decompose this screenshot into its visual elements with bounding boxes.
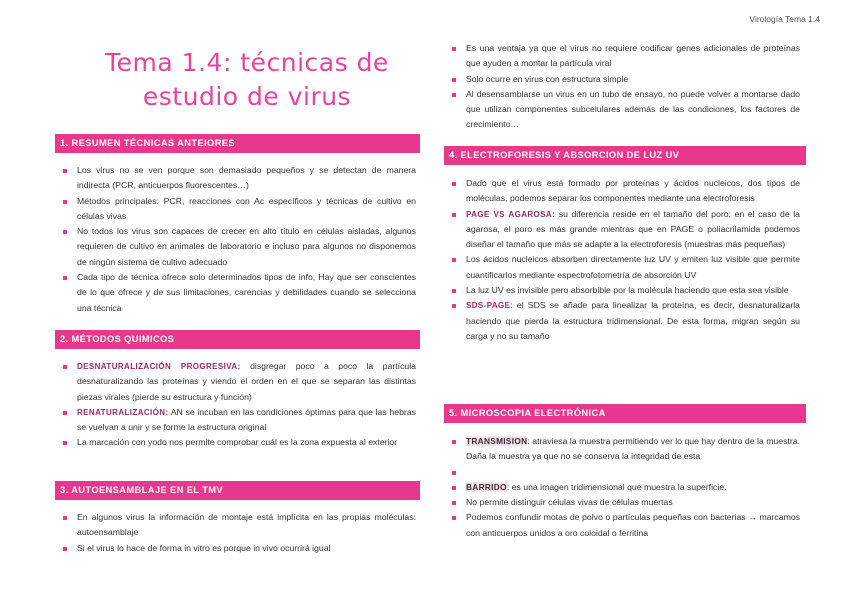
list-item: Es una ventaja ya que el virus no requiere codificar genes adicionales de proteínas que ayuden a montar la partícula viral bbox=[450, 41, 800, 72]
section-3-continued-list bbox=[450, 41, 800, 133]
section-5-list bbox=[450, 434, 800, 541]
list-item: Cada tipo de técnica ofrece solo determinados tipos de info, Hay que ser conscientes de lo que ofrece y de sus limitaciones, carencias y debilidades cuando se selecciona una técnica bbox=[61, 270, 416, 316]
item-text: AN se incuban en las condiciones óptimas para que las hebras se vuelvan a unir y se forme la estructura original bbox=[77, 406, 416, 433]
list-item: No todos los virus son capaces de crecer en alto título en células aisladas, algunos requieren de cultivo en animales de laboratorio e incluso para algunos no disponemos de ningún sistema de cultivo adecuado bbox=[61, 224, 416, 270]
keyword: DESNATURALIZACIÓN PROGRESIVA: bbox=[77, 362, 241, 371]
keyword: RENATURALIZACIÓN: bbox=[77, 407, 169, 417]
section-3-heading: 3. AUTOENSAMBLAJE EN EL TMV bbox=[55, 481, 420, 500]
item-text: : el SDS se añade para linealizar la proteína, es decir, desnaturalizarla haciendo que pierda la estructura tridimensional. De esta forma, migran según su carga y no su tamaño bbox=[466, 300, 800, 341]
section-1-list bbox=[61, 163, 416, 316]
list-item bbox=[61, 359, 416, 405]
list-item bbox=[61, 405, 416, 436]
item-text: disgregar poco a poco la partícula desnaturalizando las proteínas y viendo el orden en el que se separan las distintas piezas virales (pierde su estructura y función) bbox=[77, 361, 417, 402]
list-item: Si el virus lo hace de forma in vitro es porque in vivo ocurrirá igual bbox=[61, 541, 416, 556]
section-2-heading: 2. MÉTODOS QUIMICOS bbox=[55, 330, 420, 349]
keyword: PAGE VS AGAROSA: bbox=[466, 209, 556, 219]
list-item: Podemos confundir motas de polvo o partículas pequeñas con bacterias → marcamos con anticuerpos unidos a oro coloidal o ferritina bbox=[450, 510, 800, 541]
section-3-list bbox=[61, 510, 416, 556]
section-4-list bbox=[450, 176, 800, 344]
list-item bbox=[450, 480, 800, 495]
item-text: su diferencia reside en el tamaño del poro: en el caso de la agarosa, el poro es más grande mientras que en PAGE o poliacrilamida podemos diseñar el tamaño que más se adapte a la electroforesis (muestras más pequeñas) bbox=[466, 208, 800, 250]
list-item: En algunos virus la información de montaje está implícita en las propias moléculas: autoensamblaje bbox=[61, 510, 416, 541]
section-4-heading: 4. ELECTROFORESIS Y ABSORCION DE LUZ UV bbox=[444, 146, 806, 165]
list-item: Los virus no se ven porque son demasiado pequeños y se detectan de manera indirecta (PCR, anticuerpos fluorescentes…) bbox=[61, 163, 416, 194]
list-item bbox=[450, 298, 800, 344]
list-item: Dado que el virus está formado por proteínas y ácidos nucleicos, dos tipos de moléculas, podemos separar los componentes mediante una electroforesis bbox=[450, 176, 800, 207]
list-item: Al desensamblarse un virus en un tubo de ensayo, no puede volver a montarse dado que utilizan componentes subcelulares además de las condiciones, los factores de crecimiento… bbox=[450, 87, 800, 133]
list-item: La marcación con yodo nos permite comprobar cuál es la zona expuesta al exterior bbox=[61, 435, 416, 450]
page-title bbox=[97, 46, 397, 114]
keyword: TRANSMISION bbox=[466, 436, 528, 446]
section-5-heading: 5. MICROSCOPIA ELECTRÓNICA bbox=[444, 404, 806, 423]
section-2-list bbox=[61, 359, 416, 451]
item-text: : es una imagen tridimensional que muestra la superficie. bbox=[506, 481, 727, 492]
list-item: Métodos principales: PCR, reacciones con Ac específicos y técnicas de cultivo en células vivas bbox=[61, 194, 416, 225]
list-item: No permite distinguir células vivas de células muertas bbox=[450, 495, 800, 510]
section-1-heading: 1. RESUMEN TÉCNICAS ANTEIORES bbox=[55, 134, 420, 153]
list-item: Solo ocurre en virus con estructura simple bbox=[450, 72, 800, 87]
keyword: BARRIDO bbox=[466, 481, 507, 492]
list-item bbox=[450, 434, 800, 465]
running-header: Virología Tema 1.4 bbox=[749, 14, 820, 24]
list-item: La luz UV es invisible pero absorbible por la molécula haciendo que esta sea visible bbox=[450, 283, 800, 298]
title-line-1: Tema 1.4: técnicas de bbox=[105, 48, 389, 77]
title-line-2: estudio de virus bbox=[142, 82, 352, 111]
keyword: SDS-PAGE bbox=[466, 301, 511, 311]
list-item bbox=[450, 207, 800, 253]
item-text: : atraviesa la muestra permitiendo ver lo que hay dentro de la muestra. Daña la muestra ya que no se conserva la integridad de esta bbox=[466, 436, 800, 462]
empty-list-item bbox=[450, 465, 800, 480]
list-item: Los ácidos nucleicos absorben directamente luz UV y emiten luz visible que permite cuantificarlos mediante espectrofotometría de absorción UV bbox=[450, 252, 800, 283]
